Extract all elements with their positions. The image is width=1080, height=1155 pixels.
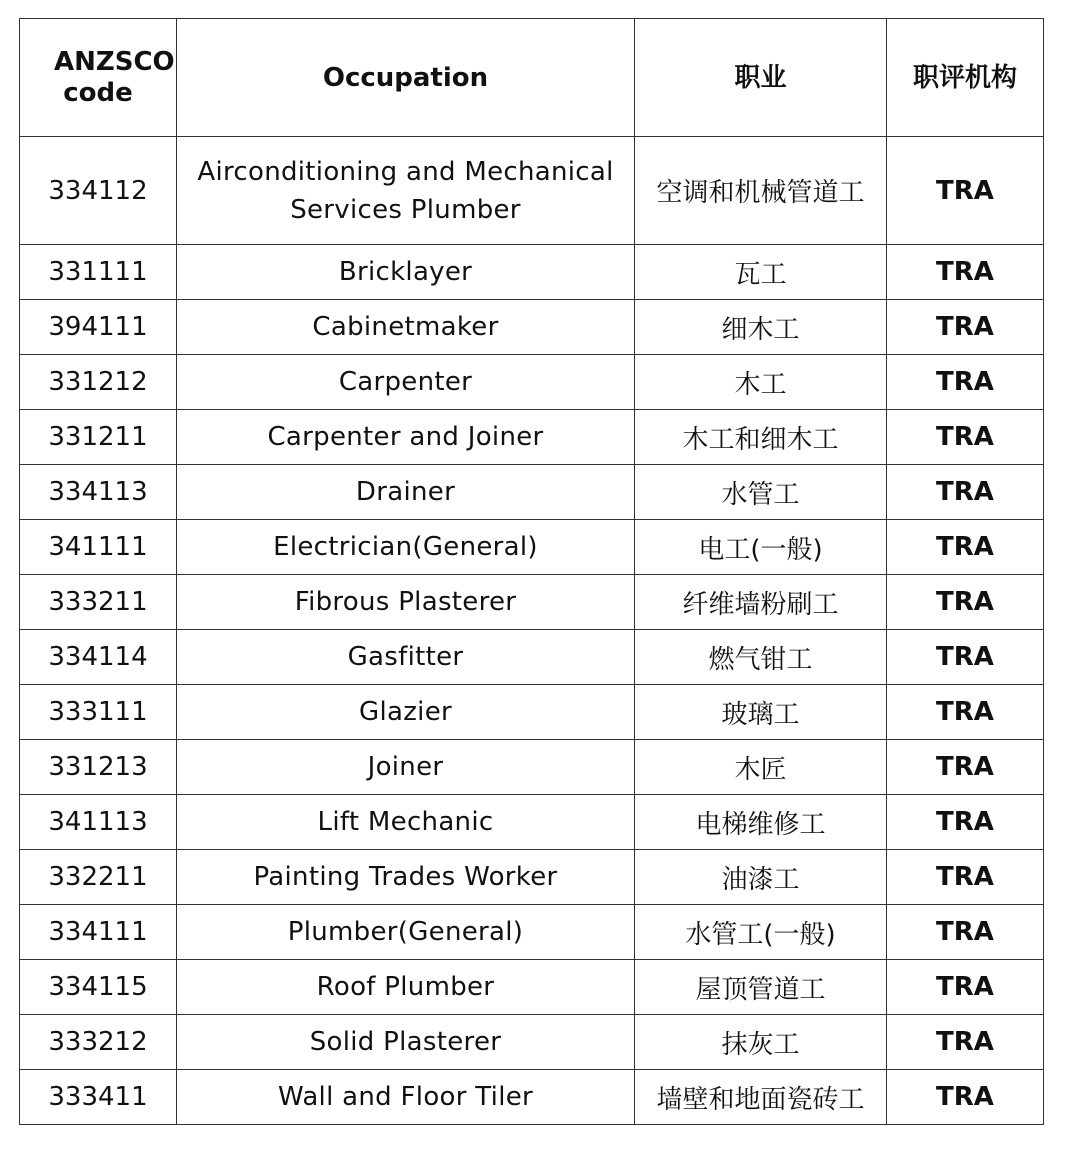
cell-code: 331111 [20,245,177,300]
table-header-row [20,19,1044,137]
table-row [20,137,1044,245]
cell-occupation: Electrician(General) [177,520,635,575]
cell-occupation-zh: 瓦工 [635,245,887,300]
table-row [20,685,1044,740]
cell-occupation: Carpenter [177,355,635,410]
cell-authority: TRA [887,630,1044,685]
cell-occupation-zh: 空调和机械管道工 [635,137,887,245]
cell-code: 334115 [20,960,177,1015]
table-body [20,137,1044,1125]
cell-code: 333411 [20,1070,177,1125]
cell-code: 331211 [20,410,177,465]
cell-occupation: Plumber(General) [177,905,635,960]
cell-authority: TRA [887,740,1044,795]
cell-occupation: Solid Plasterer [177,1015,635,1070]
cell-occupation: Airconditioning and Mechanical Services Plumber [177,137,635,245]
cell-occupation-zh: 屋顶管道工 [635,960,887,1015]
cell-occupation-zh: 纤维墙粉刷工 [635,575,887,630]
cell-code: 341113 [20,795,177,850]
cell-authority: TRA [887,960,1044,1015]
cell-occupation: Bricklayer [177,245,635,300]
cell-occupation-zh: 水管工(一般) [635,905,887,960]
cell-authority: TRA [887,685,1044,740]
cell-authority: TRA [887,575,1044,630]
cell-occupation-zh: 电梯维修工 [635,795,887,850]
cell-occupation-zh: 木工 [635,355,887,410]
table-row [20,465,1044,520]
cell-code: 334113 [20,465,177,520]
cell-occupation: Fibrous Plasterer [177,575,635,630]
table-row [20,245,1044,300]
cell-occupation-zh: 木匠 [635,740,887,795]
cell-authority: TRA [887,355,1044,410]
cell-occupation-zh: 细木工 [635,300,887,355]
header-assessing-authority: 职评机构 [887,19,1044,137]
cell-occupation: Painting Trades Worker [177,850,635,905]
cell-code: 394111 [20,300,177,355]
table-row [20,795,1044,850]
cell-code: 334111 [20,905,177,960]
cell-authority: TRA [887,410,1044,465]
table-row [20,520,1044,575]
table-row [20,1015,1044,1070]
cell-authority: TRA [887,850,1044,905]
cell-occupation-zh: 水管工 [635,465,887,520]
table-row [20,300,1044,355]
cell-code: 331212 [20,355,177,410]
cell-occupation-zh: 电工(一般) [635,520,887,575]
cell-occupation: Drainer [177,465,635,520]
cell-authority: TRA [887,905,1044,960]
cell-code: 333111 [20,685,177,740]
cell-authority: TRA [887,465,1044,520]
cell-code: 332211 [20,850,177,905]
table-row [20,850,1044,905]
cell-occupation: Glazier [177,685,635,740]
table-row [20,630,1044,685]
cell-occupation-zh: 油漆工 [635,850,887,905]
table-row [20,1070,1044,1125]
cell-code: 334112 [20,137,177,245]
cell-code: 333212 [20,1015,177,1070]
table-row [20,740,1044,795]
cell-occupation: Carpenter and Joiner [177,410,635,465]
cell-occupation-zh: 木工和细木工 [635,410,887,465]
cell-authority: TRA [887,520,1044,575]
cell-occupation: Gasfitter [177,630,635,685]
header-occupation-zh: 职业 [635,19,887,137]
cell-occupation: Joiner [177,740,635,795]
table-row [20,355,1044,410]
cell-occupation: Cabinetmaker [177,300,635,355]
cell-code: 331213 [20,740,177,795]
table-row [20,410,1044,465]
header-code: ANZSCO code [20,19,177,137]
cell-occupation-zh: 玻璃工 [635,685,887,740]
cell-authority: TRA [887,245,1044,300]
cell-authority: TRA [887,300,1044,355]
cell-code: 341111 [20,520,177,575]
cell-authority: TRA [887,795,1044,850]
cell-occupation: Wall and Floor Tiler [177,1070,635,1125]
cell-occupation-zh: 墙壁和地面瓷砖工 [635,1070,887,1125]
cell-authority: TRA [887,137,1044,245]
cell-code: 334114 [20,630,177,685]
cell-authority: TRA [887,1070,1044,1125]
cell-occupation: Lift Mechanic [177,795,635,850]
header-occupation: Occupation [177,19,635,137]
table-row [20,960,1044,1015]
table-row [20,905,1044,960]
occupation-table [19,18,1044,1125]
cell-authority: TRA [887,1015,1044,1070]
table-row [20,575,1044,630]
cell-occupation: Roof Plumber [177,960,635,1015]
cell-occupation-zh: 燃气钳工 [635,630,887,685]
cell-occupation-zh: 抹灰工 [635,1015,887,1070]
cell-code: 333211 [20,575,177,630]
